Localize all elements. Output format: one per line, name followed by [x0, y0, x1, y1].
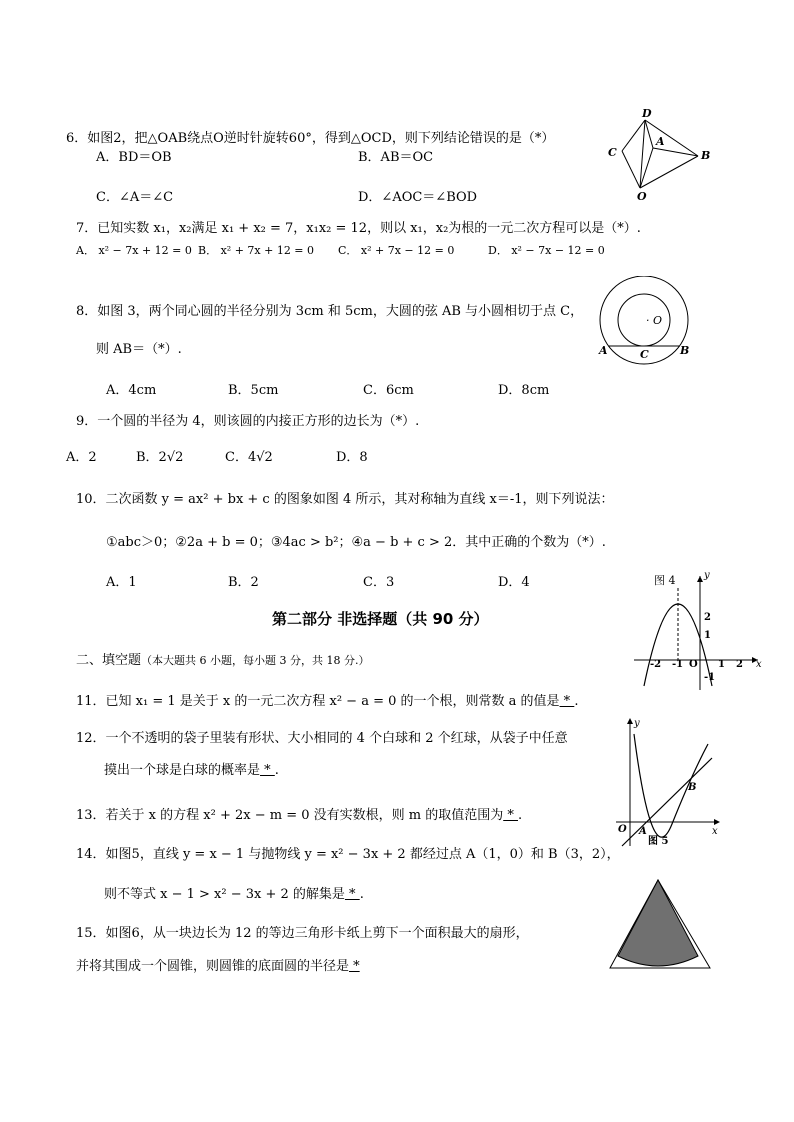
q12-answer-blank: * — [260, 763, 275, 778]
fig4-tick-x1: 1 — [718, 659, 725, 670]
q9-option-d: D．8 — [336, 450, 368, 465]
q15-stem-2 — [76, 958, 360, 976]
fig2-label-c: C — [608, 146, 617, 159]
q12-end: . — [274, 763, 279, 778]
q8-stem-2: 则 AB＝（*）. — [96, 342, 182, 357]
q15-stem: 15．如图6，从一块边长为 12 的等边三角形卡纸上剪下一个面积最大的扇形， — [76, 926, 529, 941]
part2-title: 第二部分 非选择题（共 90 分） — [272, 610, 489, 628]
q12-stem: 12．一个不透明的袋子里装有形状、大小相同的 4 个白球和 2 个红球，从袋子中任意 — [76, 731, 568, 746]
fig5-label-b: B — [688, 782, 697, 793]
fig2-segment — [622, 120, 645, 151]
figure-2 — [600, 104, 720, 204]
q8-option-a: A．4cm — [106, 383, 157, 398]
q8-option-d: D．8cm — [498, 383, 550, 398]
fig4-title: 图 4 — [654, 574, 676, 587]
q15-text: 并将其围成一个圆锥，则圆锥的底面圆的半径是 — [76, 959, 350, 974]
fig5-origin: O — [618, 824, 627, 835]
fig5-label-x: x — [712, 826, 718, 837]
q10-option-c: C．3 — [363, 575, 395, 590]
q11-end: . — [574, 694, 579, 709]
q13-answer-blank: * — [503, 808, 518, 823]
q9-stem: 9．一个圆的半径为 4，则该圆的内接正方形的边长为（*）. — [76, 414, 420, 429]
q10-stem-2: ①abc＞0；②2a + b = 0；③4ac > b²；④a − b + c > 2．其中正确的个数为（*）. — [106, 535, 606, 550]
q6-option-c: C．∠A＝∠C — [96, 190, 174, 205]
fig4-tick-y-1: -1 — [704, 672, 716, 683]
q15-answer-blank: * — [349, 959, 360, 974]
q6-option-b: B．AB＝OC — [358, 150, 434, 165]
q10-option-b: B．2 — [228, 575, 259, 590]
fig3-label-o: · O — [646, 314, 663, 327]
q6-option-d: D．∠AOC＝∠BOD — [358, 190, 478, 205]
fig3-small-circle — [618, 294, 670, 346]
fig4-tick-x-1: -1 — [672, 659, 684, 670]
fig6-sector — [618, 880, 698, 966]
q13-end: . — [517, 808, 523, 823]
fig2-label-a: A — [656, 135, 665, 148]
fig4-tick-y1: 1 — [704, 630, 711, 641]
fig4-label-y: y — [704, 570, 710, 581]
fig2-label-d: D — [642, 107, 652, 120]
section2-note: （本大题共 6 小题，每小题 3 分，共 18 分.） — [141, 654, 370, 667]
q6-stem: 6．如图2，把△OAB绕点O逆时针旋转60°，得到△OCD，则下列结论错误的是（*） — [66, 131, 555, 146]
figure-6 — [604, 876, 720, 976]
fig3-label-a: A — [599, 344, 608, 357]
q8-option-b: B．5cm — [228, 383, 279, 398]
q11-text: 11．已知 x₁ = 1 是关于 x 的一元二次方程 x² − a = 0 的一个根，则常数 a 的值是 — [76, 694, 560, 709]
q10-stem: 10．二次函数 y = ax² + bx + c 的图象如图 4 所示，其对称轴为直线 x＝-1，则下列说法： — [76, 492, 614, 507]
q9-option-b: B．2√2 — [136, 450, 184, 465]
fig5-title: 图 5 — [648, 836, 669, 847]
q8-stem: 8．如图 3，两个同心圆的半径分别为 3cm 和 5cm，大圆的弦 AB 与小圆相切于点 C， — [76, 304, 584, 319]
q14-stem: 14．如图5，直线 y = x − 1 与抛物线 y = x² − 3x + 2 都经过点 A（1，0）和 B（3，2）， — [76, 847, 620, 862]
fig5-label-y: y — [634, 718, 640, 729]
fig3-label-b: B — [680, 344, 690, 357]
q14-end: . — [359, 887, 364, 902]
section2-head: 二、填空题 — [76, 653, 142, 668]
fig4-label-x: x — [756, 659, 762, 670]
q7-option-c: C． x² + 7x − 12 = 0 — [338, 244, 455, 257]
fig4-tick-y2: 2 — [704, 612, 711, 623]
q13-text: 13．若关于 x 的方程 x² + 2x − m = 0 没有实数根，则 m 的取值范围为 — [76, 808, 504, 823]
section2-heading — [76, 652, 370, 670]
q7-option-a: A． x² − 7x + 12 = 0 — [76, 244, 192, 257]
q9-option-a: A．2 — [66, 450, 97, 465]
q7-option-b: B． x² + 7x + 12 = 0 — [198, 244, 315, 257]
figure-3 — [596, 276, 696, 366]
fig2-label-o: O — [637, 190, 647, 203]
q12-stem-2 — [104, 762, 279, 780]
q10-option-a: A．1 — [106, 575, 137, 590]
q11-stem — [76, 693, 578, 711]
q9-option-c: C．4√2 — [225, 450, 273, 465]
q14-stem-2 — [104, 886, 364, 904]
fig4-origin: O — [689, 659, 698, 670]
q6-option-a: A．BD＝OB — [96, 150, 172, 165]
fig5-label-a: A — [639, 826, 647, 837]
fig4-tick-x-2: -2 — [650, 659, 662, 670]
fig2-label-b: B — [701, 149, 711, 162]
figure-5 — [612, 714, 724, 854]
q7-option-d: D． x² − 7x − 12 = 0 — [488, 244, 605, 257]
fig3-label-c: C — [640, 348, 649, 361]
q13-stem — [76, 807, 522, 825]
q10-option-d: D．4 — [498, 575, 530, 590]
q14-text: 则不等式 x − 1 > x² − 3x + 2 的解集是 — [104, 887, 345, 902]
fig4-tick-x2: 2 — [736, 659, 743, 670]
figure-4 — [626, 568, 768, 694]
q14-answer-blank: * — [344, 887, 360, 902]
q11-answer-blank: * — [559, 694, 575, 709]
q7-stem: 7．已知实数 x₁，x₂满足 x₁ + x₂ = 7，x₁x₂ = 12，则以 x₁，x₂为根的一元二次方程可以是（*）. — [76, 221, 641, 236]
q8-option-c: C．6cm — [363, 383, 414, 398]
q12-text: 摸出一个球是白球的概率是 — [104, 763, 261, 778]
